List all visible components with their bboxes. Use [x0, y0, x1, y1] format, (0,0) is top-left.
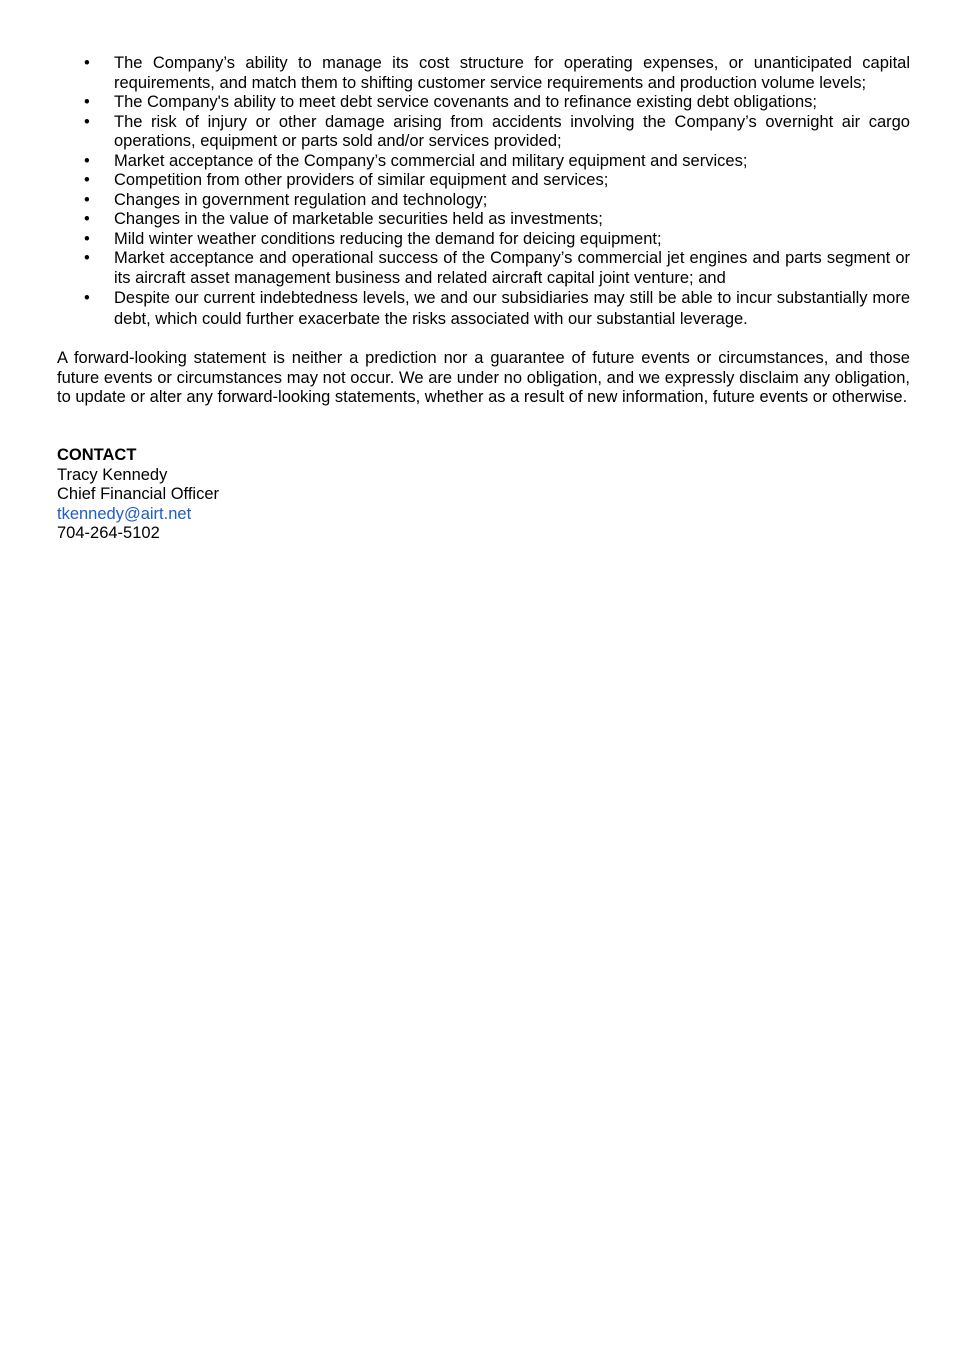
risk-text: Mild winter weather conditions reducing the demand for deicing equipment;: [114, 229, 662, 248]
contact-heading: CONTACT: [57, 446, 137, 464]
risk-text: Market acceptance and operational success of the Company’s commercial jet engines and parts segment or its aircraft asset management business and related aircraft capital joint venture; and: [114, 249, 910, 287]
bullet-marker: •: [84, 171, 90, 189]
risk-text: The Company’s ability to manage its cost structure for operating expenses, or unanticipated capital requirements, and match them to shifting customer service requirements and production volume levels;: [114, 54, 910, 92]
bullet-marker: •: [84, 151, 90, 170]
risk-item-securities-value: [57, 210, 910, 230]
risk-item-indebtedness: [57, 288, 910, 330]
bullet-marker: •: [84, 229, 90, 248]
bullet-marker: •: [84, 289, 90, 307]
risk-text: Market acceptance of the Company’s commercial and military equipment and services;: [114, 151, 748, 170]
contact-email-link[interactable]: tkennedy@airt.net: [57, 504, 192, 523]
contact-name: Tracy Kennedy: [57, 465, 168, 484]
bullet-marker: •: [84, 249, 90, 267]
risk-text: Changes in the value of marketable securities held as investments;: [114, 210, 603, 228]
risk-item-debt-covenants: [57, 93, 910, 113]
contact-title: Chief Financial Officer: [57, 485, 220, 503]
risk-text: Competition from other providers of similar equipment and services;: [114, 171, 609, 189]
risk-item-jet-engines: [57, 249, 910, 288]
risk-item-competition: [57, 171, 910, 191]
risk-text: The risk of injury or other damage arising from accidents involving the Company’s overnight air cargo operations, equipment or parts sold and/or services provided;: [114, 112, 910, 150]
bullet-marker: •: [84, 54, 90, 72]
risk-item-cost-structure: [57, 54, 910, 93]
contact-phone: 704-264-5102: [57, 524, 160, 542]
forward-looking-disclaimer: A forward-looking statement is neither a prediction nor a guarantee of future events or circumstances, and those future events or circumstances may not occur. We are under no obligation, and we expressly disclaim any obligation, to update or alter any forward-looking statements, whether as a result of new information, future events or otherwise.: [57, 349, 910, 406]
bullet-marker: •: [84, 210, 90, 228]
bullet-marker: •: [84, 112, 90, 131]
risk-factor-list: [57, 54, 910, 330]
risk-item-regulation: [57, 191, 910, 211]
risk-text: Despite our current indebtedness levels, we and our subsidiaries may still be able to incur substantially more debt, which could further exacerbate the risks associated with our substantial leverage.: [114, 289, 910, 328]
bullet-marker: •: [84, 93, 90, 111]
risk-text: Changes in government regulation and technology;: [114, 190, 488, 209]
contact-block: [57, 446, 457, 544]
risk-item-winter-weather: [57, 230, 910, 250]
risk-item-injury-damage: [57, 113, 910, 152]
risk-text: The Company's ability to meet debt service covenants and to refinance existing debt obligations;: [114, 93, 817, 111]
risk-item-market-acceptance: [57, 152, 910, 172]
bullet-marker: •: [84, 190, 90, 209]
